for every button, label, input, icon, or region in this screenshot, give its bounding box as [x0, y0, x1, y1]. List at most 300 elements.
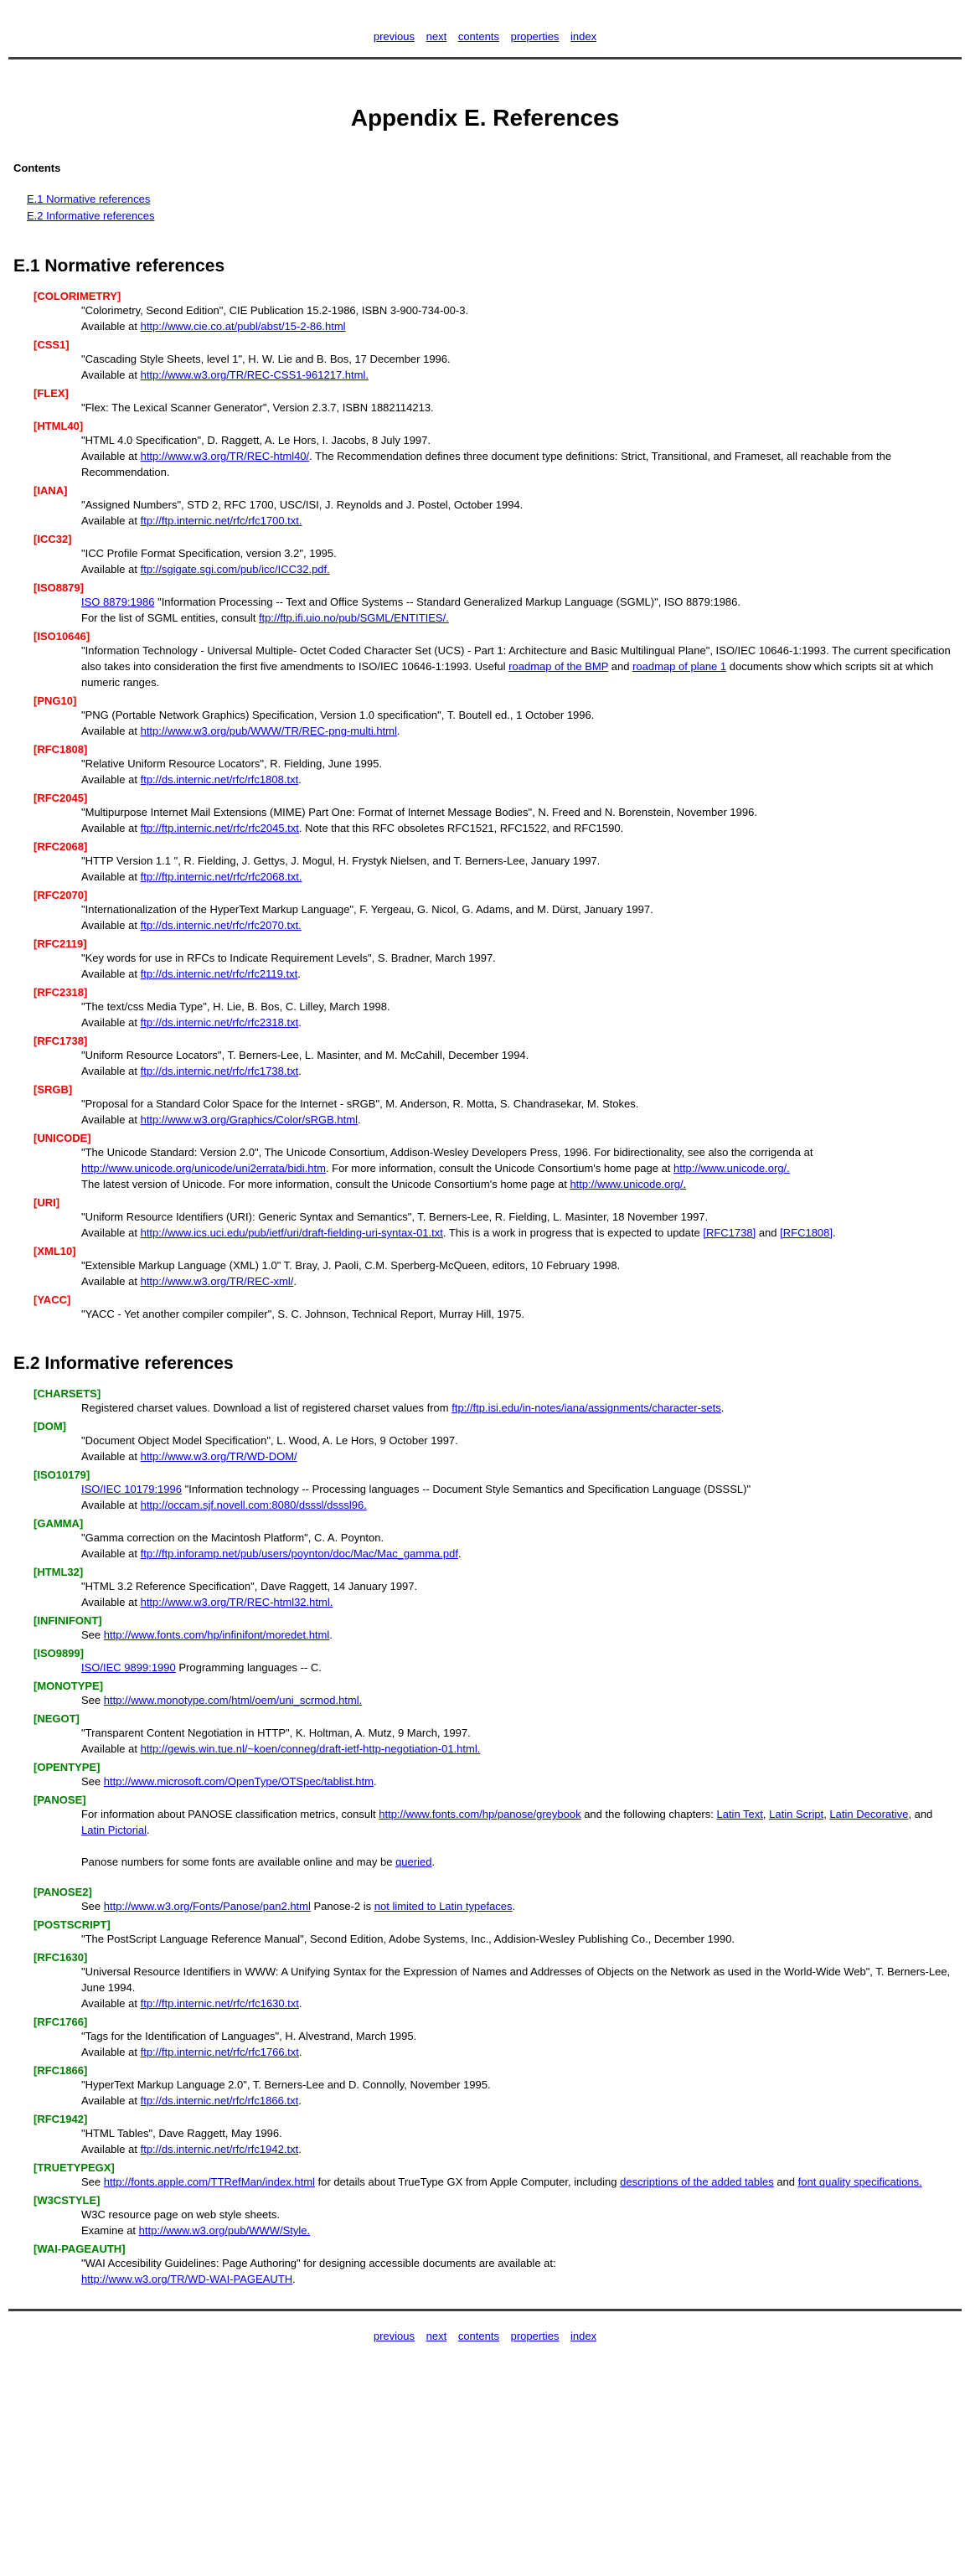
ref-label: [CSS1]: [34, 338, 70, 351]
ref-label: [NEGOT]: [34, 1712, 80, 1725]
reference-text: "Internationalization of the HyperText Markup Language", F. Yergeau, G. Nicol, G. Adams, and M. Dürst, January 1997.: [81, 903, 653, 916]
ref-body: [81, 2207, 957, 2238]
reference-text: "The Unicode Standard: Version 2.0", The Unicode Consortium, Addison-Wesley Developers Press, 1996. For bidirectionality, see also the corrigenda at: [81, 1146, 813, 1159]
reference-link[interactable]: http://www.w3.org/pub/WWW/Style.: [138, 2224, 311, 2237]
ref-line: [81, 917, 957, 933]
ref-label: [ICC32]: [34, 533, 72, 545]
section-heading-informative: E.2 Informative references: [13, 1354, 234, 1373]
reference-text: Available at: [81, 320, 141, 333]
ref-body: [81, 1096, 957, 1128]
reference-link[interactable]: http://www.w3.org/TR/WD-WAI-PAGEAUTH: [81, 2273, 293, 2285]
reference-text: See: [81, 1775, 104, 1788]
ref-label: [OPENTYPE]: [34, 1761, 101, 1773]
reference-text: "HTML 4.0 Specification", D. Raggett, A. Le Hors, I. Jacobs, 8 July 1997.: [81, 434, 431, 447]
ref-line: [81, 1578, 957, 1594]
ref-label: [W3CSTYLE]: [34, 2194, 101, 2207]
ref-body: [81, 1578, 957, 1610]
ref-label: [RFC1808]: [34, 743, 88, 756]
ref-line: [81, 2222, 957, 2238]
contents-link-1[interactable]: E.1 Normative references: [27, 193, 151, 205]
reference-text: .: [457, 1547, 462, 1560]
reference-link[interactable]: http://www.unicode.org/.: [570, 1178, 687, 1190]
reference-link[interactable]: ftp://ftp.internic.net/rfc/rfc2068.txt.: [140, 870, 302, 883]
contents-item: [27, 208, 957, 225]
reference-text: "Transparent Content Negotiation in HTTP", K. Holtman, A. Mutz, 9 March, 1997.: [81, 1727, 471, 1739]
ref-line: [81, 853, 957, 869]
ref-line: [81, 1530, 957, 1546]
ref-label: [RFC2318]: [34, 986, 88, 999]
ref-label: [COLORIMETRY]: [34, 290, 121, 302]
ref-label: [YACC]: [34, 1293, 71, 1306]
ref-label: [WAI-PAGEAUTH]: [34, 2243, 126, 2255]
ref-body: [81, 2125, 957, 2157]
ref-body: [81, 2077, 957, 2109]
reference-text: "Assigned Numbers", STD 2, RFC 1700, USC/ISI, J. Reynolds and J. Postel, October 1994.: [81, 498, 524, 511]
reference-text: .: [329, 1629, 333, 1641]
ref-body: [81, 400, 957, 416]
contents-heading: Contents: [13, 162, 61, 174]
nav-link-index[interactable]: index: [570, 2330, 597, 2342]
ref-label: [CHARSETS]: [34, 1387, 101, 1400]
ref-line: [81, 1176, 957, 1192]
ref-line: [81, 1497, 957, 1513]
reference-link[interactable]: ftp://ftp.internic.net/rfc/rfc1700.txt.: [140, 514, 302, 527]
ref-body: [81, 1773, 957, 1789]
reference-link[interactable]: ftp://ftp.internic.net/rfc/rfc1630.txt: [140, 1997, 299, 2010]
ref-line: [81, 1964, 957, 1995]
reference-text: Available at: [81, 1742, 141, 1755]
reference-link[interactable]: http://gewis.win.tue.nl/~koen/conneg/draft-ietf-http-negotiation-01.html.: [140, 1742, 481, 1755]
reference-text: .: [833, 1226, 836, 1239]
reference-link[interactable]: http://www.ics.uci.edu/pub/ietf/uri/draft-fielding-uri-syntax-01.txt: [140, 1226, 443, 1239]
reference-link[interactable]: [RFC1738]: [703, 1226, 756, 1239]
reference-text: "Multipurpose Internet Mail Extensions (MIME) Part One: Format of Internet Message Bodies", N. Freed and N. Borenstein, November 1996.: [81, 806, 757, 818]
reference-link[interactable]: ISO/IEC 9899:1990: [81, 1661, 176, 1674]
ref-body: [81, 1144, 957, 1192]
ref-line: [81, 545, 957, 561]
ref-line: [81, 1063, 957, 1079]
reference-link[interactable]: http://www.w3.org/Graphics/Color/sRGB.html: [140, 1113, 358, 1126]
reference-text: Registered charset values. Download a list of registered charset values from: [81, 1402, 452, 1414]
reference-link[interactable]: http://www.w3.org/pub/WWW/TR/REC-png-multi.html: [140, 725, 397, 737]
ref-line: [81, 367, 957, 383]
ref-line: [81, 400, 957, 416]
top-nav: [13, 0, 957, 44]
ref-line: [81, 1225, 957, 1241]
reference-text: Panose-2 is: [310, 1900, 374, 1913]
reference-text: .: [297, 968, 301, 980]
ref-line: [81, 772, 957, 787]
ref-line: [81, 1995, 957, 2011]
reference-link[interactable]: http://www.monotype.com/html/oem/uni_scrmod.html.: [103, 1694, 363, 1706]
reference-link[interactable]: http://www.microsoft.com/OpenType/OTSpec/tablist.htm: [103, 1775, 374, 1788]
reference-text: Available at: [81, 1997, 141, 2010]
ref-line: [81, 869, 957, 885]
reference-text: Available at: [81, 2094, 141, 2107]
ref-label: [XML10]: [34, 1245, 76, 1257]
reference-list-informative: [34, 1387, 957, 2287]
top-rule: [8, 57, 962, 59]
reference-link[interactable]: http://www.cie.co.at/publ/abst/15-2-86.html: [140, 320, 346, 333]
reference-text: "PNG (Portable Network Graphics) Specification, Version 1.0 specification", T. Boutell ed., 1 October 1996.: [81, 709, 595, 721]
nav-link-next[interactable]: next: [426, 2330, 447, 2342]
reference-link[interactable]: Latin Pictorial: [81, 1824, 147, 1836]
reference-text: "The text/css Media Type", H. Lie, B. Bos, C. Lilley, March 1998.: [81, 1000, 390, 1013]
reference-text: .: [512, 1900, 516, 1913]
nav-link-index[interactable]: index: [570, 30, 597, 43]
ref-body: [81, 1400, 957, 1416]
reference-link[interactable]: Latin Decorative: [829, 1808, 909, 1820]
reference-text: Available at: [81, 2046, 141, 2058]
ref-body: [81, 497, 957, 529]
ref-line: [81, 1112, 957, 1128]
reference-text: See: [81, 2176, 104, 2188]
reference-text: .: [298, 2143, 302, 2155]
ref-body: [81, 1964, 957, 2011]
ref-body: [81, 2174, 957, 2190]
ref-line: [81, 1725, 957, 1741]
reference-text: "Tags for the Identification of Languages", H. Alvestrand, March 1995.: [81, 2030, 417, 2042]
ref-label: [RFC1630]: [34, 1951, 88, 1964]
reference-link[interactable]: ftp://ds.internic.net/rfc/rfc1942.txt: [140, 2143, 299, 2155]
reference-text: and: [773, 2176, 798, 2188]
page-title: Appendix E. References: [350, 105, 620, 131]
reference-text: Available at: [81, 450, 141, 462]
reference-text: "Document Object Model Specification", L. Wood, A. Le Hors, 9 October 1997.: [81, 1434, 458, 1447]
ref-line: [81, 1273, 957, 1289]
reference-text: "HTTP Version 1.1 ", R. Fielding, J. Gettys, J. Mogul, H. Frystyk Nielsen, and T. Berners-Lee, January 1997.: [81, 854, 601, 867]
ref-line: [81, 561, 957, 577]
ref-label: [URI]: [34, 1196, 60, 1209]
ref-label: [RFC2070]: [34, 889, 88, 901]
reference-link[interactable]: ftp://ds.internic.net/rfc/rfc2070.txt.: [140, 919, 302, 932]
reference-text: .: [298, 773, 302, 786]
nav-link-contents[interactable]: contents: [457, 30, 499, 43]
ref-label: [PANOSE]: [34, 1794, 86, 1806]
reference-link[interactable]: [RFC1808]: [780, 1226, 833, 1239]
ref-body: [81, 1530, 957, 1562]
reference-link[interactable]: http://www.unicode.org/.: [673, 1162, 790, 1174]
ref-line: [81, 1014, 957, 1030]
reference-link[interactable]: roadmap of plane 1: [632, 660, 727, 673]
reference-text: "Extensible Markup Language (XML) 1.0" T. Bray, J. Paoli, C.M. Sperberg-McQueen, editors, 10 February 1998.: [81, 1259, 621, 1272]
reference-text: .: [147, 1824, 150, 1836]
reference-link[interactable]: descriptions of the added tables: [620, 2176, 774, 2188]
nav-link-previous[interactable]: previous: [373, 30, 415, 43]
ref-line: [81, 1741, 957, 1757]
reference-text: "HTML Tables", Dave Raggett, May 1996.: [81, 2127, 282, 2140]
ref-label: [RFC1866]: [34, 2064, 88, 2077]
reference-text: Available at: [81, 1450, 141, 1463]
ref-body: [81, 432, 957, 480]
reference-text: . Note that this RFC obsoletes RFC1521, RFC1522, and RFC1590.: [298, 822, 624, 834]
ref-line: [81, 1546, 957, 1562]
reference-text: Available at: [81, 514, 141, 527]
reference-link[interactable]: Latin Script: [769, 1808, 824, 1820]
ref-label: [TRUETYPEGX]: [34, 2161, 115, 2174]
reference-text: .: [298, 2094, 302, 2107]
ref-body: [81, 302, 957, 334]
reference-link[interactable]: not limited to Latin typefaces: [374, 1900, 513, 1913]
ref-label: [INFINIFONT]: [34, 1614, 102, 1627]
reference-link[interactable]: http://fonts.apple.com/TTRefMan/index.html: [103, 2176, 315, 2188]
reference-text: See: [81, 1629, 104, 1641]
ref-line: [81, 594, 957, 610]
ref-line: [81, 1306, 957, 1322]
references-root: [13, 256, 957, 2287]
reference-link[interactable]: http://www.w3.org/Fonts/Panose/pan2.html: [103, 1900, 311, 1913]
reference-link[interactable]: http://www.w3.org/TR/REC-html40/: [140, 450, 310, 462]
reference-text: For the list of SGML entities, consult: [81, 612, 259, 624]
reference-text: . The Recommendation defines three document type definitions: Strict, Transitional, and Frameset, all reachable from the Recommendation.: [81, 450, 892, 478]
reference-text: "Uniform Resource Identifiers (URI): Generic Syntax and Semantics", T. Berners-Lee, R. Fielding, L. Masinter, 18 November 1997.: [81, 1211, 709, 1223]
reference-text: .: [292, 2273, 296, 2285]
reference-text: and: [756, 1226, 781, 1239]
reference-link[interactable]: ftp://ds.internic.net/rfc/rfc2119.txt: [140, 968, 298, 980]
ref-body: [81, 901, 957, 933]
contents-link-2[interactable]: E.2 Informative references: [27, 209, 155, 222]
ref-body: [81, 351, 957, 383]
ref-body: [81, 853, 957, 885]
ref-body: [81, 1898, 957, 1914]
reference-link[interactable]: ftp://ftp.isi.edu/in-notes/iana/assignments/character-sets: [451, 1402, 721, 1414]
ref-line: [81, 1692, 957, 1708]
bottom-nav: [13, 2330, 957, 2343]
reference-link[interactable]: ISO/IEC 10179:1996: [81, 1483, 182, 1495]
reference-text: Available at: [81, 870, 141, 883]
reference-text: Available at: [81, 1226, 141, 1239]
ref-body: [81, 1931, 957, 1947]
reference-link[interactable]: http://occam.sjf.novell.com:8080/dsssl/dsssl96.: [140, 1499, 367, 1511]
ref-line: [81, 901, 957, 917]
reference-text: "Key words for use in RFCs to Indicate Requirement Levels", S. Bradner, March 1997.: [81, 952, 496, 964]
reference-link[interactable]: http://www.unicode.org/unicode/uni2errata/bidi.htm: [81, 1162, 326, 1174]
reference-link[interactable]: http://www.w3.org/TR/REC-html32.html.: [140, 1596, 333, 1608]
ref-line: [81, 723, 957, 739]
reference-link[interactable]: http://www.w3.org/TR/REC-xml/: [140, 1275, 294, 1288]
reference-text: "Uniform Resource Locators", T. Berners-Lee, L. Masinter, and M. McCahill, December 1994.: [81, 1049, 529, 1061]
ref-body: [81, 545, 957, 577]
ref-label: [HTML40]: [34, 420, 84, 432]
reference-text: The latest version of Unicode. For more information, consult the Unicode Consortium's home page at: [81, 1178, 570, 1190]
ref-line: [81, 756, 957, 772]
ref-line: [81, 1773, 957, 1789]
ref-line: [81, 1400, 957, 1416]
ref-line: [81, 2207, 957, 2222]
reference-link[interactable]: ftp://ds.internic.net/rfc/rfc1866.txt: [140, 2094, 299, 2107]
ref-label: [RFC2045]: [34, 792, 88, 804]
nav-link-properties[interactable]: properties: [510, 30, 560, 43]
reference-text: Examine at: [81, 2224, 139, 2237]
ref-label: [SRGB]: [34, 1083, 73, 1096]
reference-text: and the following chapters:: [580, 1808, 717, 1820]
ref-body: [81, 1433, 957, 1464]
reference-link[interactable]: roadmap of the BMP: [508, 660, 609, 673]
ref-line: [81, 1448, 957, 1464]
reference-text: for details about TrueType GX from Apple Computer, including: [314, 2176, 621, 2188]
reference-link[interactable]: Latin Text: [716, 1808, 763, 1820]
reference-text: "YACC - Yet another compiler compiler", S. C. Johnson, Technical Report, Murray Hill, 1975.: [81, 1308, 524, 1320]
reference-link[interactable]: ftp://ftp.internic.net/rfc/rfc2045.txt: [140, 822, 299, 834]
ref-label: [DOM]: [34, 1420, 66, 1433]
ref-line: [81, 804, 957, 820]
ref-body: [81, 1257, 957, 1289]
ref-line: [81, 2044, 957, 2060]
ref-body: [81, 950, 957, 982]
reference-text: .: [298, 1997, 302, 2010]
reference-text: Available at: [81, 1547, 141, 1560]
ref-line: [81, 432, 957, 448]
ref-body: [81, 594, 957, 626]
ref-body: [81, 1306, 957, 1322]
ref-body: [81, 756, 957, 787]
reference-link[interactable]: ftp://ds.internic.net/rfc/rfc2318.txt: [140, 1016, 299, 1029]
ref-label: [ISO10179]: [34, 1469, 90, 1481]
ref-label: [ISO9899]: [34, 1647, 84, 1660]
ref-body: [81, 2028, 957, 2060]
ref-line: [81, 1898, 957, 1914]
ref-body: [81, 643, 957, 690]
ref-line: [81, 513, 957, 529]
reference-text: Programming languages -- C.: [175, 1661, 322, 1674]
reference-text: , and: [908, 1808, 933, 1820]
reference-link[interactable]: queried: [395, 1856, 432, 1868]
ref-body: [81, 1209, 957, 1241]
reference-text: documents show which scripts sit at which numeric ranges.: [81, 660, 934, 689]
reference-link[interactable]: font quality specifications.: [797, 2176, 922, 2188]
ref-line: [81, 707, 957, 723]
ref-line: [81, 448, 957, 480]
reference-text: ,: [823, 1808, 830, 1820]
reference-text: ,: [762, 1808, 770, 1820]
ref-label: [RFC1738]: [34, 1035, 88, 1047]
ref-line: [81, 1047, 957, 1063]
reference-text: .: [373, 1775, 377, 1788]
ref-label: [POSTSCRIPT]: [34, 1918, 111, 1931]
reference-text: .: [298, 1065, 302, 1077]
ref-line: [81, 643, 957, 690]
ref-line: [81, 1660, 957, 1675]
ref-line: [81, 1144, 957, 1176]
ref-line: [81, 497, 957, 513]
ref-body: [81, 999, 957, 1030]
reference-link[interactable]: ftp://ftp.ifi.uio.no/pub/SGML/ENTITIES/.: [258, 612, 449, 624]
reference-link[interactable]: http://www.w3.org/TR/WD-DOM/: [140, 1450, 297, 1463]
nav-link-contents[interactable]: contents: [457, 2330, 499, 2342]
reference-text: Available at: [81, 1275, 141, 1288]
reference-text: "Cascading Style Sheets, level 1", H. W. Lie and B. Bos, 17 December 1996.: [81, 353, 451, 365]
reference-link[interactable]: ftp://ds.internic.net/rfc/rfc1738.txt: [140, 1065, 299, 1077]
ref-body: [81, 1660, 957, 1675]
reference-text: "Universal Resource Identifiers in WWW: A Unifying Syntax for the Expression of Names and Addresses of Objects on the Network as used in the World-Wide Web", T. Berners-Lee, June 1994.: [81, 1965, 951, 1994]
ref-body: [81, 804, 957, 836]
nav-link-next[interactable]: next: [426, 30, 447, 43]
ref-line: [81, 1594, 957, 1610]
ref-body: [81, 1627, 957, 1643]
reference-text: Available at: [81, 968, 141, 980]
ref-line: [81, 1481, 957, 1497]
ref-body: [81, 2255, 957, 2287]
reference-link[interactable]: ftp://ftp.inforamp.net/pub/users/poynton/doc/Mac/Mac_gamma.pdf: [140, 1547, 458, 1560]
ref-label: [PANOSE2]: [34, 1886, 92, 1898]
bottom-rule: [8, 2309, 962, 2311]
reference-text: .: [293, 1275, 297, 1288]
ref-line: [81, 318, 957, 334]
ref-line: [81, 2141, 957, 2157]
reference-text: Panose numbers for some fonts are available online and may be: [81, 1856, 396, 1868]
reference-text: .: [298, 2046, 302, 2058]
ref-label: [RFC2068]: [34, 840, 88, 853]
reference-text: See: [81, 1900, 104, 1913]
ref-line: [81, 950, 957, 966]
ref-line: [81, 1257, 957, 1273]
ref-line: [81, 1096, 957, 1112]
reference-list-normative: [34, 290, 957, 1322]
reference-text: "Colorimetry, Second Edition", CIE Publication 15.2-1986, ISBN 3-900-734-00-3.: [81, 304, 469, 317]
reference-text: "Information Technology - Universal Multiple- Octet Coded Character Set (UCS) - Part 1: Architecture and Basic Multilingual Plane", ISO/IEC 10646-1:1993. The current specification also takes into consideration the first five amendments to ISO/IEC 10646-1:1993. Useful: [81, 644, 951, 673]
ref-label: [PNG10]: [34, 694, 77, 707]
ref-line: [81, 351, 957, 367]
reference-link[interactable]: ftp://ds.internic.net/rfc/rfc1808.txt: [140, 773, 299, 786]
ref-line: [81, 2271, 957, 2287]
reference-text: Available at: [81, 369, 141, 381]
ref-label: [MONOTYPE]: [34, 1680, 104, 1692]
reference-text: "Information Processing -- Text and Office Systems -- Standard Generalized Markup Language (SGML)", ISO 8879:1986.: [154, 596, 741, 608]
reference-link[interactable]: ftp://sgigate.sgi.com/pub/icc/ICC32.pdf.: [140, 563, 330, 576]
ref-body: [81, 1692, 957, 1708]
reference-text: . This is a work in progress that is expected to update: [442, 1226, 704, 1239]
reference-text: Available at: [81, 822, 141, 834]
ref-line: [81, 2174, 957, 2190]
ref-line: [81, 2093, 957, 2109]
reference-link[interactable]: ISO 8879:1986: [81, 596, 155, 608]
nav-link-properties[interactable]: properties: [510, 2330, 560, 2342]
reference-link[interactable]: ftp://ftp.internic.net/rfc/rfc1766.txt: [140, 2046, 299, 2058]
ref-body: [81, 1806, 957, 1870]
ref-label: [HTML32]: [34, 1566, 84, 1578]
ref-body: [81, 1725, 957, 1757]
reference-text: Available at: [81, 919, 141, 932]
reference-link[interactable]: http://www.w3.org/TR/REC-CSS1-961217.html.: [140, 369, 369, 381]
reference-text: .: [357, 1113, 361, 1126]
reference-text: .: [298, 1016, 302, 1029]
ref-line: [81, 820, 957, 836]
ref-line: [81, 2125, 957, 2141]
reference-text: Available at: [81, 2143, 141, 2155]
nav-link-previous[interactable]: previous: [373, 2330, 415, 2342]
ref-label: [FLEX]: [34, 387, 69, 400]
reference-text: Available at: [81, 1113, 141, 1126]
ref-line: [81, 610, 957, 626]
ref-body: [81, 1047, 957, 1079]
ref-line: [81, 302, 957, 318]
ref-label: [RFC1942]: [34, 2113, 88, 2125]
reference-text: "HTML 3.2 Reference Specification", Dave Raggett, 14 January 1997.: [81, 1580, 418, 1593]
reference-text: .: [720, 1402, 725, 1414]
reference-link[interactable]: http://www.fonts.com/hp/infinifont/moredet.html: [103, 1629, 330, 1641]
reference-text: Available at: [81, 1016, 141, 1029]
reference-text: Available at: [81, 1499, 141, 1511]
ref-label: [IANA]: [34, 484, 68, 497]
ref-line: [81, 999, 957, 1014]
ref-line: [81, 1806, 957, 1838]
reference-text: Available at: [81, 563, 141, 576]
reference-link[interactable]: http://www.fonts.com/hp/panose/greybook: [379, 1808, 581, 1820]
ref-line: [81, 2077, 957, 2093]
ref-label: [UNICODE]: [34, 1132, 91, 1144]
ref-label: [RFC1766]: [34, 2016, 88, 2028]
ref-body: [81, 707, 957, 739]
